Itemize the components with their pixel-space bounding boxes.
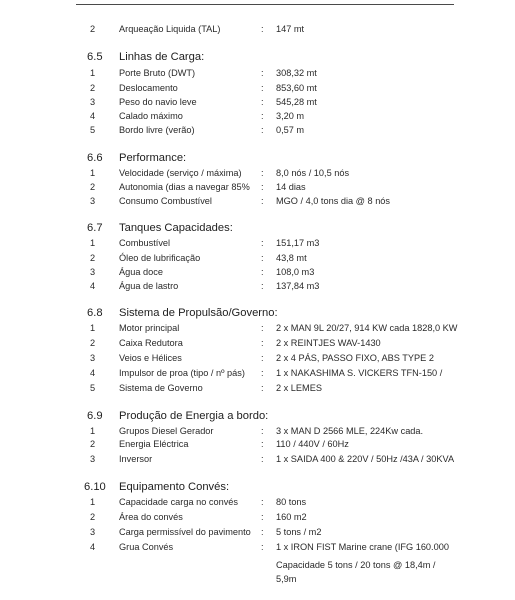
row-number: 3 <box>90 196 96 206</box>
row-label: Deslocamento <box>119 83 178 93</box>
row-value: 2 x MAN 9L 20/27, 914 KW cada 1828,0 KW <box>276 323 458 333</box>
row-label: Consumo Combustível <box>119 196 212 206</box>
row-value: 308,32 mt <box>276 68 317 78</box>
row-colon: : <box>261 168 264 178</box>
row-colon: : <box>261 238 264 248</box>
row-number: 5 <box>90 383 96 393</box>
section-title: Tanques Capacidades: <box>119 222 233 234</box>
row-number: 3 <box>90 454 96 464</box>
row-value: 43,8 mt <box>276 253 307 263</box>
row-colon: : <box>261 24 264 34</box>
row-label: Impulsor de proa (tipo / nº pás) <box>119 368 245 378</box>
row-label: Água de lastro <box>119 281 179 291</box>
row-number: 4 <box>90 368 96 378</box>
row-value: 108,0 m3 <box>276 267 315 277</box>
row-colon: : <box>261 323 264 333</box>
row-number: 1 <box>90 238 96 248</box>
row-number: 1 <box>90 168 96 178</box>
row-colon: : <box>261 281 264 291</box>
row-value: 1 x NAKASHIMA S. VICKERS TFN-150 / <box>276 368 443 378</box>
row-number: 3 <box>90 97 96 107</box>
row-number: 2 <box>90 83 96 93</box>
row-label: Bordo livre (verão) <box>119 125 195 135</box>
row-number: 1 <box>90 497 96 507</box>
row-value: 2 x LEMES <box>276 383 322 393</box>
row-value-continuation: 5,9m <box>276 574 297 584</box>
row-number: 2 <box>90 439 96 449</box>
row-number: 4 <box>90 542 96 552</box>
row-label: Grua Convés <box>119 542 174 552</box>
row-colon: : <box>261 253 264 263</box>
row-colon: : <box>261 454 264 464</box>
section-title: Sistema de Propulsão/Governo: <box>119 307 278 319</box>
section-number: 6.9 <box>87 410 103 422</box>
row-label: Veios e Hélices <box>119 353 182 363</box>
row-label: Combustível <box>119 238 171 248</box>
row-colon: : <box>261 182 264 192</box>
section-title: Performance: <box>119 152 187 164</box>
row-number: 1 <box>90 426 96 436</box>
row-colon: : <box>261 125 264 135</box>
row-colon: : <box>261 97 264 107</box>
row-label: Carga permissível do pavimento <box>119 527 251 537</box>
section-number: 6.10 <box>84 481 106 493</box>
row-colon: : <box>261 196 264 206</box>
row-value: 137,84 m3 <box>276 281 320 291</box>
section-title: Equipamento Convés: <box>119 481 230 493</box>
row-value: 1 x SAIDA 400 & 220V / 50Hz /43A / 30KVA <box>276 454 455 464</box>
row-value: 147 mt <box>276 24 305 34</box>
row-label: Porte Bruto (DWT) <box>119 68 196 78</box>
row-value: 8,0 nós / 10,5 nós <box>276 168 350 178</box>
section-number: 6.8 <box>87 307 103 319</box>
row-value: MGO / 4,0 tons dia @ 8 nós <box>276 196 391 206</box>
row-label: Calado máximo <box>119 111 183 121</box>
row-colon: : <box>261 68 264 78</box>
row-value: 160 m2 <box>276 512 307 522</box>
row-label: Velocidade (serviço / máxima) <box>119 168 242 178</box>
row-number: 2 <box>90 512 96 522</box>
row-value: 151,17 m3 <box>276 238 320 248</box>
row-number: 1 <box>90 323 96 333</box>
row-value: 1 x IRON FIST Marine crane (IFG 160.000 <box>276 542 449 552</box>
row-colon: : <box>261 267 264 277</box>
row-value: 5 tons / m2 <box>276 527 322 537</box>
row-colon: : <box>261 338 264 348</box>
row-value: 853,60 mt <box>276 83 317 93</box>
row-label: Peso do navio leve <box>119 97 197 107</box>
row-label: Capacidade carga no convés <box>119 497 239 507</box>
row-value: 3,20 m <box>276 111 305 121</box>
row-number: 4 <box>90 281 96 291</box>
row-colon: : <box>261 527 264 537</box>
row-colon: : <box>261 111 264 121</box>
row-number: 2 <box>90 182 96 192</box>
row-label: Água doce <box>119 267 163 277</box>
row-value: 545,28 mt <box>276 97 317 107</box>
row-colon: : <box>261 368 264 378</box>
row-colon: : <box>261 353 264 363</box>
row-value-continuation: Capacidade 5 tons / 20 tons @ 18,4m / <box>276 560 436 570</box>
row-number: 4 <box>90 111 96 121</box>
row-label: Grupos Diesel Gerador <box>119 426 214 436</box>
row-colon: : <box>261 426 264 436</box>
row-label: Autonomia (dias a navegar 85% <box>119 182 250 192</box>
row-value: 110 / 440V / 60Hz <box>276 439 349 449</box>
row-value: 0,57 m <box>276 125 305 135</box>
row-label: Área do convés <box>119 512 183 522</box>
row-colon: : <box>261 383 264 393</box>
row-value: 3 x MAN D 2566 MLE, 224Kw cada. <box>276 426 424 436</box>
row-label: Energia Eléctrica <box>119 439 189 449</box>
row-colon: : <box>261 497 264 507</box>
row-label: Inversor <box>119 454 153 464</box>
row-value: 14 dias <box>276 182 306 192</box>
row-number: 3 <box>90 267 96 277</box>
row-value: 2 x 4 PÁS, PASSO FIXO, ABS TYPE 2 <box>276 353 434 363</box>
row-number: 3 <box>90 527 96 537</box>
row-label: Sistema de Governo <box>119 383 203 393</box>
row-value: 80 tons <box>276 497 307 507</box>
row-colon: : <box>261 83 264 93</box>
row-value: 2 x REINTJES WAV-1430 <box>276 338 381 348</box>
row-number: 5 <box>90 125 96 135</box>
row-colon: : <box>261 512 264 522</box>
row-label: Caixa Redutora <box>119 338 183 348</box>
row-number: 1 <box>90 68 96 78</box>
section-number: 6.5 <box>87 51 103 63</box>
section-number: 6.6 <box>87 152 103 164</box>
row-label: Motor principal <box>119 323 180 333</box>
section-title: Linhas de Carga: <box>119 51 205 63</box>
row-number: 2 <box>90 253 96 263</box>
row-colon: : <box>261 439 264 449</box>
row-colon: : <box>261 542 264 552</box>
row-number: 2 <box>90 24 96 34</box>
section-title: Produção de Energia a bordo: <box>119 410 269 422</box>
row-label: Óleo de lubrificação <box>119 253 201 263</box>
row-number: 2 <box>90 338 96 348</box>
row-number: 3 <box>90 353 96 363</box>
section-number: 6.7 <box>87 222 103 234</box>
row-label: Arqueação Liquida (TAL) <box>119 24 221 34</box>
